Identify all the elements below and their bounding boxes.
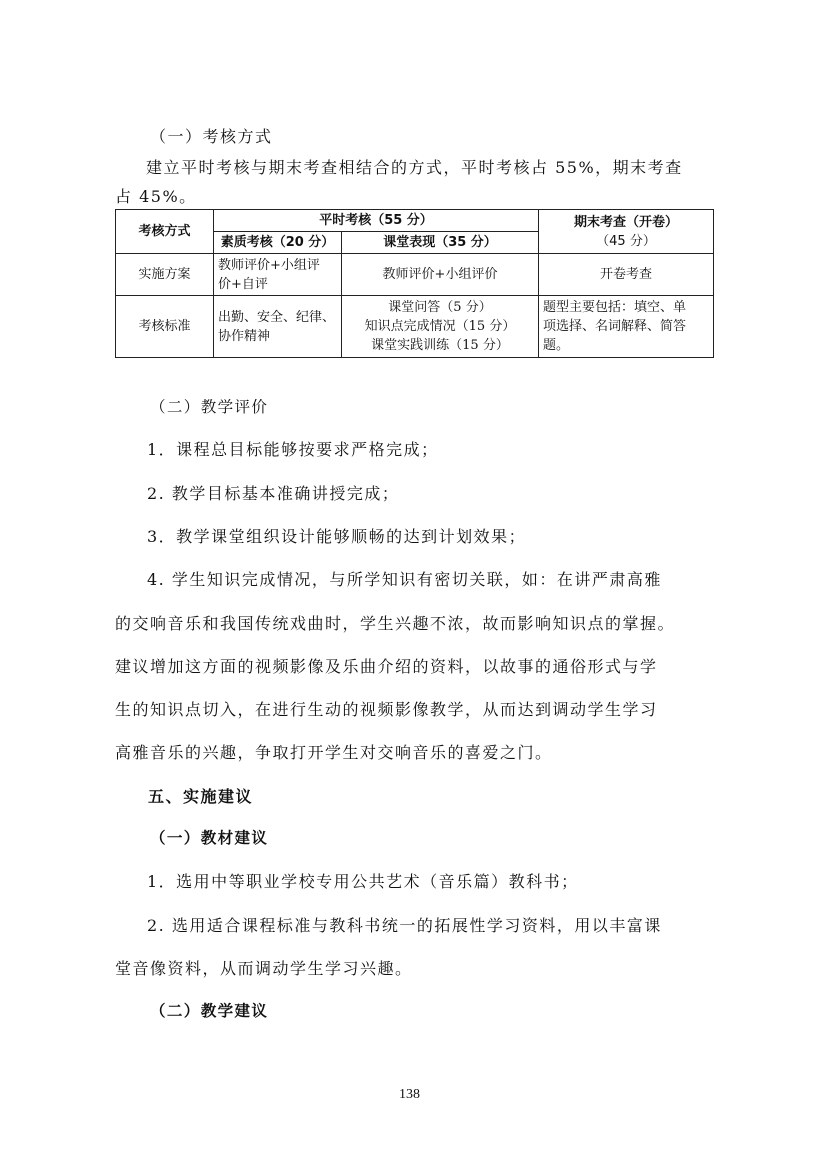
page-number: 138 (399, 1087, 420, 1102)
row-standard-quality (214, 296, 342, 358)
row-standard-class-line1: 课堂问答（5 分） (388, 300, 492, 315)
textbook-item-1: 1．选用中等职业学校专用公共艺术（音乐篇）教科书； (147, 872, 579, 891)
row-standard-label: 考核标准 (116, 296, 214, 358)
row-plan-final: 开卷考查 (539, 254, 714, 296)
header-method: 考核方式 (116, 210, 214, 254)
row-plan-quality-line1: 教师评价+小组评 (218, 257, 320, 273)
header-final-line1: 期末考查（开卷） (573, 214, 678, 230)
row-standard-final (539, 296, 714, 358)
assessment-paragraph-line2: 占 45%。 (115, 187, 197, 206)
header-final-line2: （45 分） (596, 233, 656, 249)
textbook-item-2-line2: 堂音像资料，从而调动学生学习兴趣。 (115, 959, 413, 978)
header-quality: 素质考核（20 分） (214, 232, 342, 254)
assessment-paragraph-line1: 建立平时考核与期末考查相结合的方式，平时考核占 55%，期末考查 (146, 158, 683, 177)
eval-item-4-line3: 建议增加这方面的视频影像及乐曲介绍的资料，以故事的通俗形式与学 (115, 657, 658, 676)
eval-item-4-line1: 4. 学生知识完成情况，与所学知识有密切关联，如：在讲严肃高雅 (147, 570, 662, 589)
section-title-implementation: 五、实施建议 (148, 787, 254, 806)
header-final (539, 210, 714, 254)
row-standard-final-line2: 项选择、名词解释、简答 (543, 319, 687, 334)
row-standard-class-line3: 课堂实践训练（15 分） (371, 338, 509, 353)
textbook-item-2-line1: 2. 选用适合课程标准与教科书统一的拓展性学习资料，用以丰富课 (147, 916, 662, 935)
eval-item-2: 2. 教学目标基本准确讲授完成； (147, 484, 400, 503)
row-standard-final-line3: 题。 (543, 338, 570, 353)
eval-item-1: 1．课程总目标能够按要求严格完成； (147, 440, 439, 459)
row-plan-class: 教师评价+小组评价 (342, 254, 539, 296)
row-standard-quality-line2: 协作精神 (218, 328, 271, 344)
row-plan-label: 实施方案 (116, 254, 214, 296)
section-title-assessment: （一）考核方式 (150, 127, 273, 146)
header-class: 课堂表现（35 分） (342, 232, 539, 254)
row-standard-class (342, 296, 539, 358)
subsection-title-teaching: （二）教学建议 (150, 1002, 269, 1020)
header-regular: 平时考核（55 分） (214, 210, 539, 232)
assessment-table (115, 209, 714, 358)
section-title-evaluation: （二）教学评价 (150, 398, 269, 416)
row-standard-quality-line1: 出勤、安全、纪律、 (218, 309, 336, 325)
row-standard-final-line1: 题型主要包括：填空、单 (543, 300, 687, 315)
eval-item-4-line2: 的交响音乐和我国传统戏曲时，学生兴趣不浓，故而影响知识点的掌握。 (115, 614, 676, 633)
eval-item-3: 3．教学课堂组织设计能够顺畅的达到计划效果； (147, 527, 527, 546)
eval-item-4-line4: 生的知识点切入，在进行生动的视频影像教学，从而达到调动学生学习 (115, 700, 658, 719)
subsection-title-textbook: （一）教材建议 (150, 829, 269, 847)
row-plan-quality-line2: 价+自评 (218, 276, 268, 292)
row-plan-quality (214, 254, 342, 296)
row-standard-class-line2: 知识点完成情况（15 分） (364, 319, 516, 334)
eval-item-4-line5: 高雅音乐的兴趣，争取打开学生对交响音乐的喜爱之门。 (115, 743, 553, 762)
